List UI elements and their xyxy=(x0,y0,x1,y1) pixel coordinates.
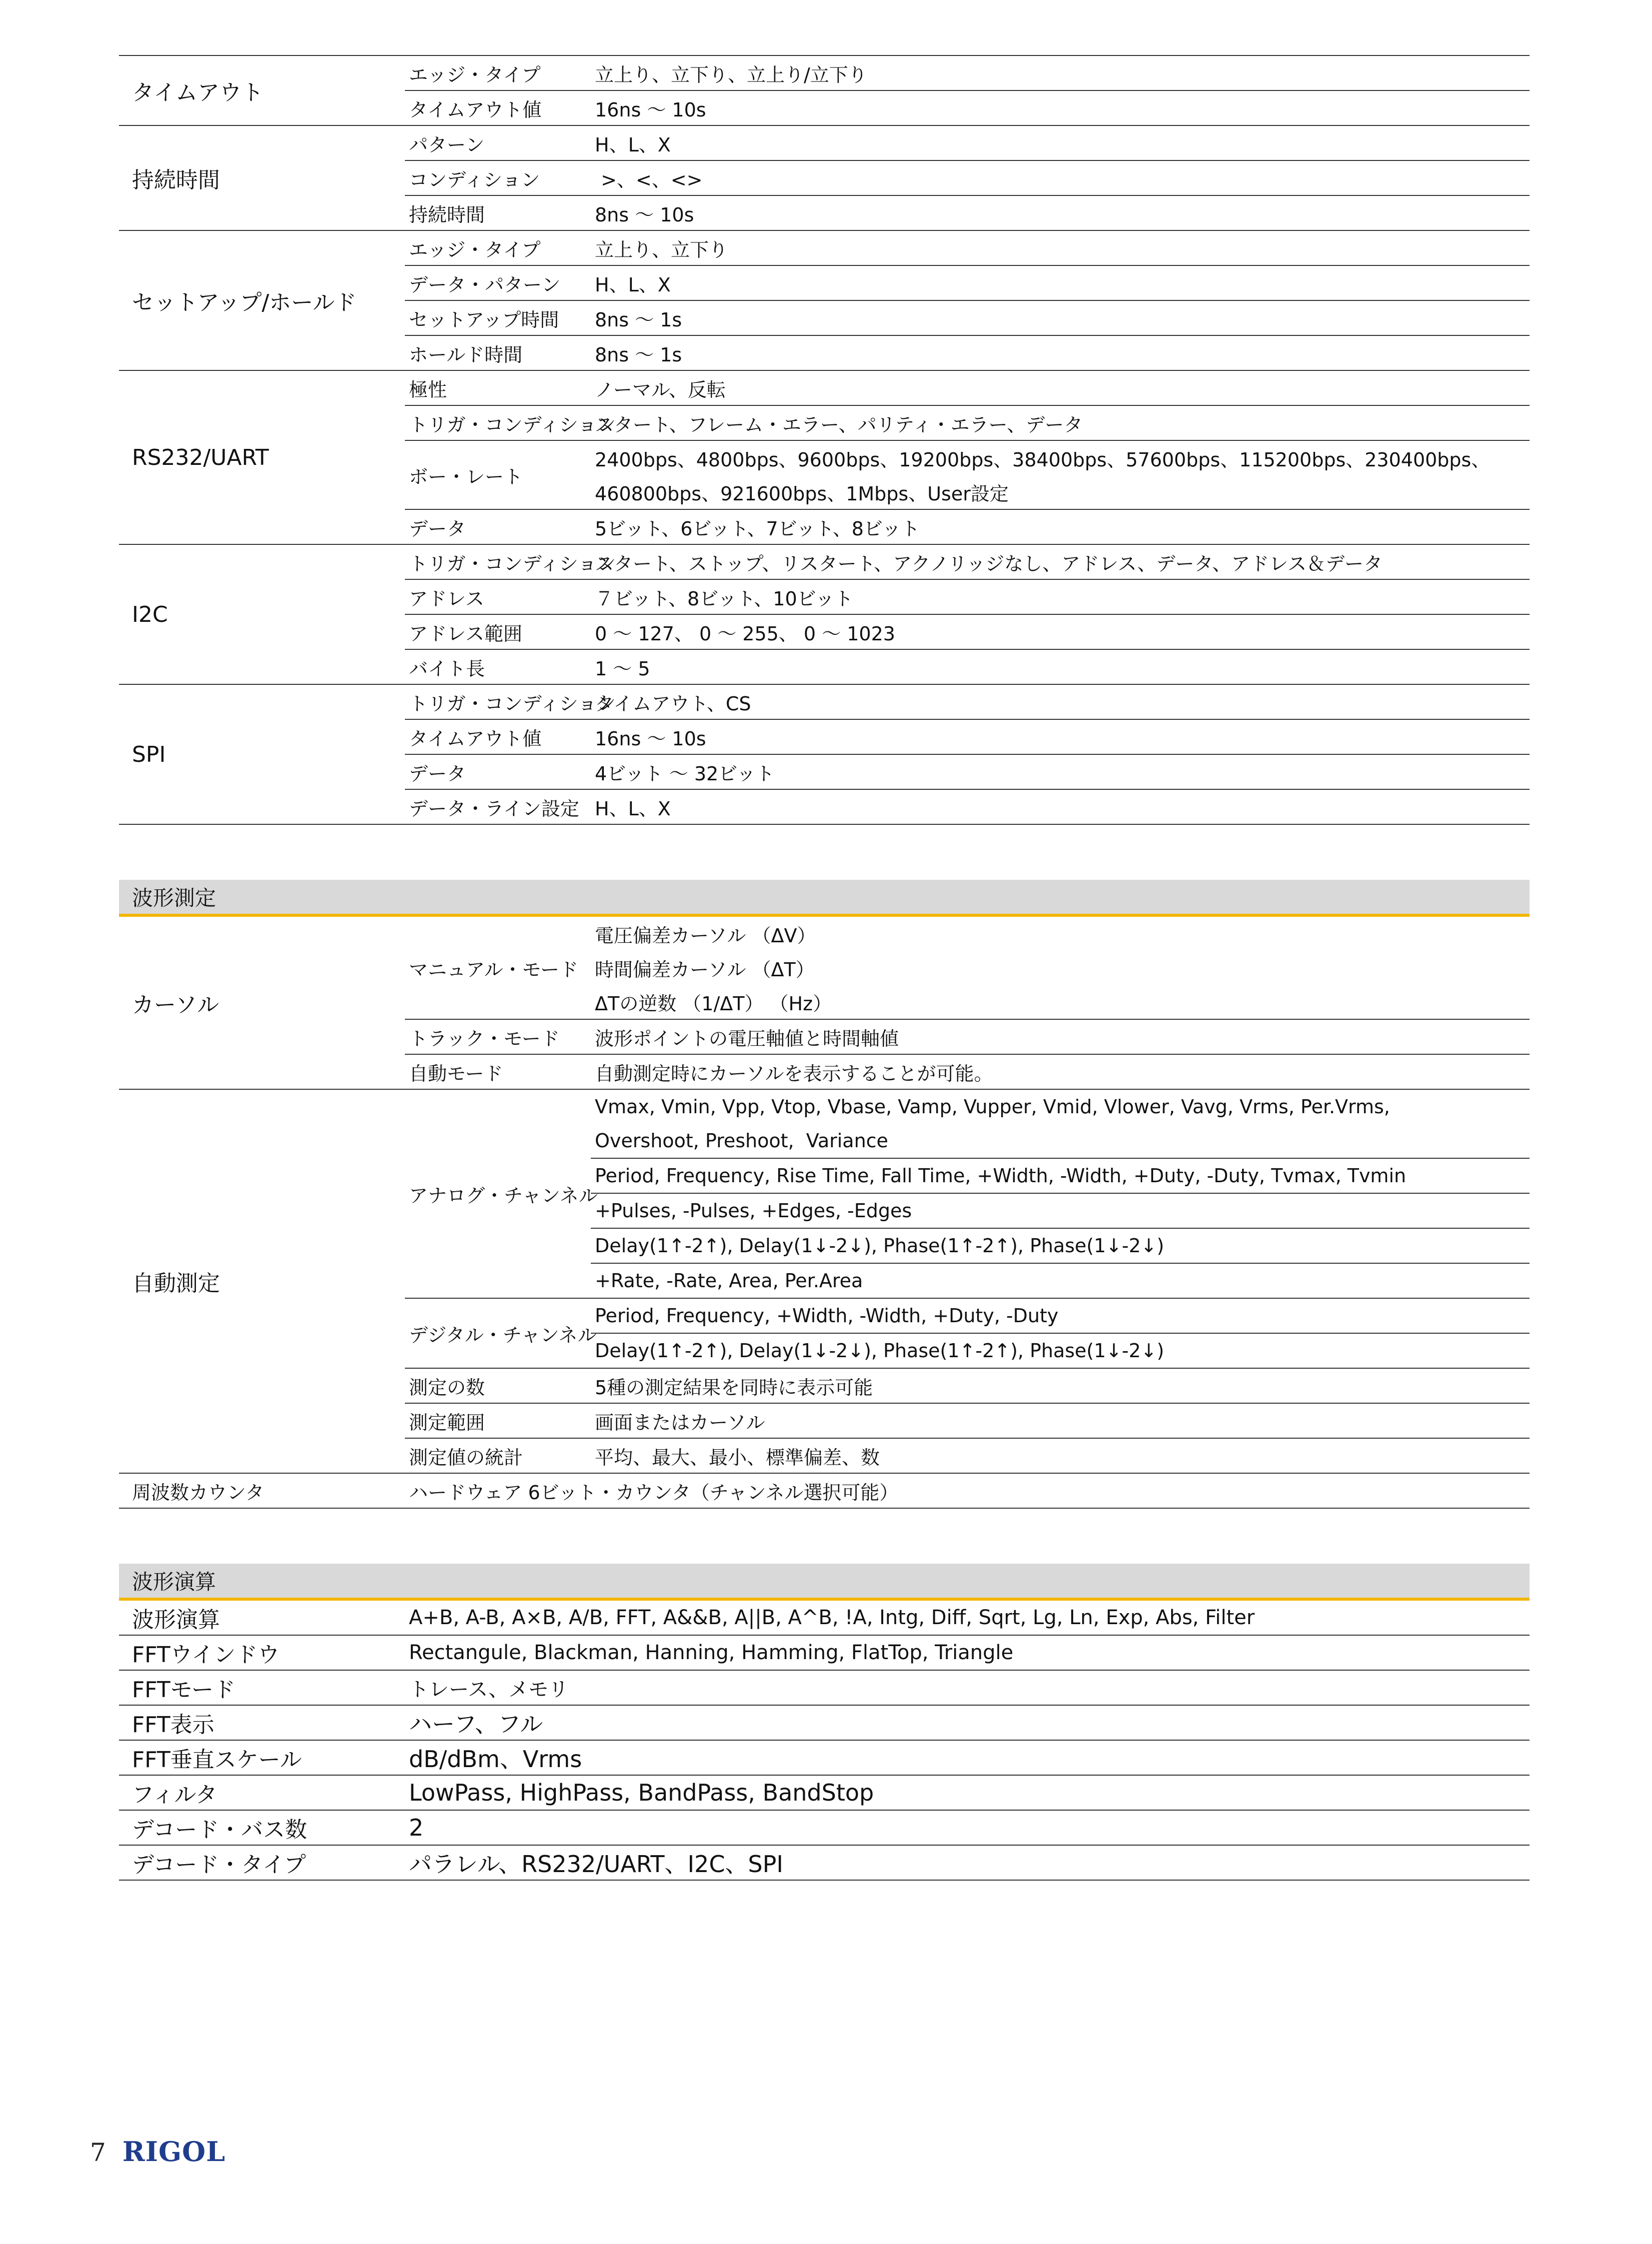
category-auto-measure: 自動測定 xyxy=(119,1089,405,1473)
row-label: トリガ・コンディション xyxy=(405,405,591,440)
row-value: dB/dBm、Vrms xyxy=(405,1740,1530,1775)
table-row xyxy=(119,1810,1530,1845)
row-value: トレース、メモリ xyxy=(405,1670,1530,1705)
row-value: 自動測定時にカーソルを表示することが可能。 xyxy=(591,1054,1530,1089)
category-duration: 持続時間 xyxy=(119,125,405,230)
row-value: Delay(1↑-2↑), Delay(1↓-2↓), Phase(1↑-2↑), Phase(1↓-2↓) xyxy=(591,1333,1530,1368)
row-value: 8ns ～ 1s xyxy=(591,300,1530,335)
row-value: H、L、X xyxy=(591,265,1530,300)
row-value: +Pulses, -Pulses, +Edges, -Edges xyxy=(591,1193,1530,1228)
category-rs232-uart: RS232/UART xyxy=(119,370,405,544)
page-footer xyxy=(90,2136,225,2168)
row-value: ハーフ、フル xyxy=(405,1705,1530,1740)
measure-spec-table xyxy=(119,880,1530,1509)
row-value: スタート、フレーム・エラー、パリティ・エラー、データ xyxy=(591,405,1530,440)
row-value: パラレル、RS232/UART、I2C、SPI xyxy=(405,1845,1530,1880)
row-value: 5種の測定結果を同時に表示可能 xyxy=(591,1368,1530,1403)
row-value: Overshoot, Preshoot, Variance xyxy=(591,1124,1530,1158)
row-label: セットアップ時間 xyxy=(405,300,591,335)
row-label: タイムアウト値 xyxy=(405,90,591,125)
table-row xyxy=(119,915,1530,951)
table-row xyxy=(119,125,1530,160)
table-row xyxy=(119,1635,1530,1670)
table-row xyxy=(119,1705,1530,1740)
row-label: コンディション xyxy=(405,160,591,195)
row-label: 極性 xyxy=(405,370,591,405)
row-value: H、L、X xyxy=(591,789,1530,824)
rigol-logo: RIGOL xyxy=(122,2136,226,2168)
row-value: ハードウェア 6ビット・カウンタ（チャンネル選択可能） xyxy=(405,1473,1530,1508)
section-header-measure xyxy=(119,880,1530,915)
row-value: ΔTの逆数 （1/ΔT） （Hz） xyxy=(591,985,1530,1019)
table-row xyxy=(119,1845,1530,1880)
row-label: アナログ・チャンネル xyxy=(405,1089,591,1298)
row-label: デコード・バス数 xyxy=(119,1810,405,1845)
row-value: 2 xyxy=(405,1810,1530,1845)
row-value: 画面またはカーソル xyxy=(591,1403,1530,1438)
row-label: 持続時間 xyxy=(405,195,591,230)
row-value: 0 ～ 127、 0 ～ 255、 0 ～ 1023 xyxy=(591,614,1530,649)
row-label: FFT表示 xyxy=(119,1705,405,1740)
row-label: タイムアウト値 xyxy=(405,719,591,754)
row-value: +Rate, -Rate, Area, Per.Area xyxy=(591,1263,1530,1298)
row-label: 波形演算 xyxy=(119,1599,405,1635)
row-label: データ・パターン xyxy=(405,265,591,300)
table-row xyxy=(119,1473,1530,1508)
row-label: FFTモード xyxy=(119,1670,405,1705)
category-setup-hold: セットアップ/ホールド xyxy=(119,230,405,370)
row-value: 4ビット ～ 32ビット xyxy=(591,754,1530,789)
table-row xyxy=(119,230,1530,265)
row-label: バイト長 xyxy=(405,649,591,684)
row-value: 電圧偏差カーソル （ΔV） xyxy=(595,924,816,947)
category-timeout: タイムアウト xyxy=(119,55,405,125)
section-header-math xyxy=(119,1564,1530,1599)
table-row xyxy=(119,544,1530,579)
table-row xyxy=(119,55,1530,90)
table-row xyxy=(119,684,1530,719)
row-value: 波形ポイントの電圧軸値と時間軸値 xyxy=(591,1019,1530,1054)
row-value: >、<、<> xyxy=(591,160,1530,195)
row-value: LowPass, HighPass, BandPass, BandStop xyxy=(405,1775,1530,1810)
table-row xyxy=(119,1599,1530,1635)
row-label: 測定範囲 xyxy=(405,1403,591,1438)
category-spi: SPI xyxy=(119,684,405,824)
row-label: トリガ・コンディション xyxy=(405,684,591,719)
row-value: 16ns ～ 10s xyxy=(591,90,1530,125)
row-value: 16ns ～ 10s xyxy=(591,719,1530,754)
category-freq-counter: 周波数カウンタ xyxy=(119,1473,405,1508)
page-number: 7 xyxy=(90,2138,106,2167)
trigger-spec-table xyxy=(119,55,1530,825)
row-value: 1 ～ 5 xyxy=(591,649,1530,684)
row-value: ７ビット、8ビット、10ビット xyxy=(591,579,1530,614)
row-value: 立上り、立下り、立上り/立下り xyxy=(591,55,1530,90)
row-value: 460800bps、921600bps、1Mbps、User設定 xyxy=(591,475,1530,509)
section-gap xyxy=(119,825,1530,880)
row-value: タイムアウト、CS xyxy=(591,684,1530,719)
row-label: デジタル・チャンネル xyxy=(405,1298,591,1368)
row-label: 測定の数 xyxy=(405,1368,591,1403)
row-label: データ xyxy=(405,754,591,789)
row-value: 平均、最大、最小、標準偏差、数 xyxy=(591,1438,1530,1473)
table-row xyxy=(119,1740,1530,1775)
row-value: Vmax, Vmin, Vpp, Vtop, Vbase, Vamp, Vupper, Vmid, Vlower, Vavg, Vrms, Per.Vrms, xyxy=(595,1096,1390,1118)
row-label: 自動モード xyxy=(405,1054,591,1089)
row-value: A+B, A-B, A×B, A/B, FFT, A&&B, A||B, A^B, !A, Intg, Diff, Sqrt, Lg, Ln, Exp, Abs, Filter xyxy=(405,1599,1530,1635)
row-label: ホールド時間 xyxy=(405,335,591,370)
row-label: FFTウインドウ xyxy=(119,1635,405,1670)
row-label: マニュアル・モード xyxy=(405,915,591,1019)
row-value: Rectangule, Blackman, Hanning, Hamming, FlatTop, Triangle xyxy=(405,1635,1530,1670)
row-label: デコード・タイプ xyxy=(119,1845,405,1880)
section-title: 波形測定 xyxy=(119,880,1530,915)
row-label: データ・ライン設定 xyxy=(405,789,591,824)
math-spec-table xyxy=(119,1564,1530,1881)
row-label: ボー・レート xyxy=(405,440,591,509)
row-label: エッジ・タイプ xyxy=(405,55,591,90)
row-value: ノーマル、反転 xyxy=(591,370,1530,405)
table-row xyxy=(119,370,1530,405)
row-value: 8ns ～ 10s xyxy=(591,195,1530,230)
table-row xyxy=(119,1775,1530,1810)
table-row xyxy=(119,1670,1530,1705)
row-label: トリガ・コンディション xyxy=(405,544,591,579)
row-label: フィルタ xyxy=(119,1775,405,1810)
row-label: エッジ・タイプ xyxy=(405,230,591,265)
row-value: Period, Frequency, Rise Time, Fall Time, +Width, -Width, +Duty, -Duty, Tvmax, Tvmin xyxy=(591,1158,1530,1193)
row-value: スタート、ストップ、リスタート、アクノリッジなし、アドレス、データ、アドレス＆データ xyxy=(591,544,1530,579)
row-value: Period, Frequency, +Width, -Width, +Duty, -Duty xyxy=(591,1298,1530,1333)
row-value: 時間偏差カーソル （ΔT） xyxy=(595,958,815,981)
row-value: 2400bps、4800bps、9600bps、19200bps、38400bps、57600bps、115200bps、230400bps、 xyxy=(595,448,1491,471)
row-value: 5ビット、6ビット、7ビット、8ビット xyxy=(591,509,1530,544)
row-label: 測定値の統計 xyxy=(405,1438,591,1473)
category-i2c: I2C xyxy=(119,544,405,684)
row-label: アドレス範囲 xyxy=(405,614,591,649)
category-cursor: カーソル xyxy=(119,915,405,1089)
row-label: パターン xyxy=(405,125,591,160)
row-label: FFT垂直スケール xyxy=(119,1740,405,1775)
row-label: アドレス xyxy=(405,579,591,614)
table-row xyxy=(119,1089,1530,1124)
row-value: 立上り、立下り xyxy=(591,230,1530,265)
row-value: Delay(1↑-2↑), Delay(1↓-2↓), Phase(1↑-2↑), Phase(1↓-2↓) xyxy=(591,1228,1530,1263)
row-value: H、L、X xyxy=(591,125,1530,160)
row-label: トラック・モード xyxy=(405,1019,591,1054)
row-value: 8ns ～ 1s xyxy=(591,335,1530,370)
row-label: データ xyxy=(405,509,591,544)
section-gap xyxy=(119,1509,1530,1564)
section-title: 波形演算 xyxy=(119,1564,1530,1599)
